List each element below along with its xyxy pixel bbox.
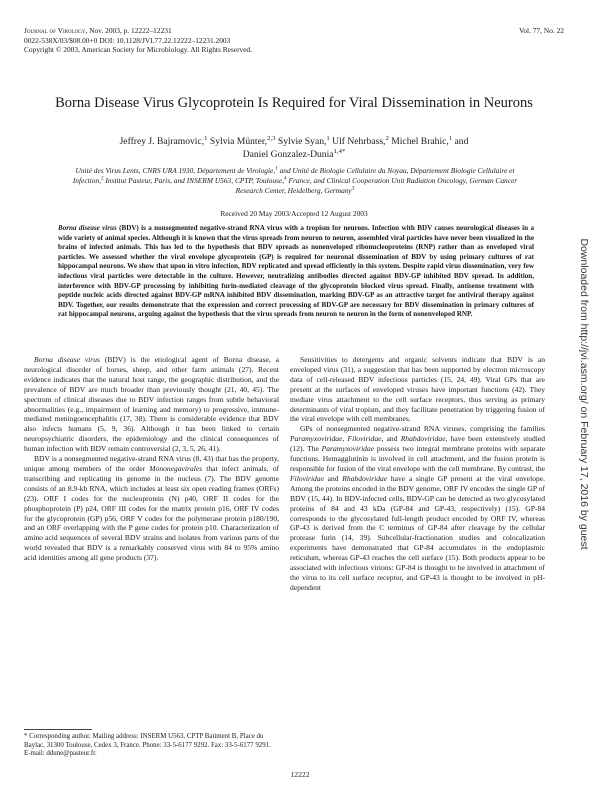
left-column (24, 355, 279, 563)
author-name: Jeffrey J. Bajramovic, (119, 136, 205, 147)
author-name: Sylvia Münter, (209, 136, 268, 147)
author-name: Sylvie Syan, (277, 136, 327, 147)
abstract-lead: Borna disease virus (58, 224, 117, 232)
author-name: Ulf Nehrbass, (332, 136, 386, 147)
author-name: Daniel Gonzalez-Dunia (242, 149, 334, 160)
journal-citation (24, 26, 252, 36)
author-affil-mark: 2 (385, 134, 389, 142)
received-dates: Received 20 May 2003/Accepted 12 August 2003 (220, 209, 368, 218)
download-watermark-text: Downloaded from http://jvi.asm.org/ on February 17, 2016 by guest (578, 238, 590, 550)
corresponding-author-footnote: * Corresponding author. Mailing address: INSERM U563, CPTP Batiment B, Place du Baylac, 31300 Toulouse, Cedex 3, France. Phone: 33-5-6177 9292. Fax: 33-5-6177 9291. E-mail: ddune@pasteur.fr. (24, 733, 271, 758)
journal-header (24, 26, 252, 55)
article-title: Borna Disease Virus Glycoprotein Is Required for Viral Dissemination in Neurons (55, 95, 533, 111)
abstract-body: (BDV) is a nonsegmented negative-strand RNA virus with a tropism for neurons. Infection with BDV causes neurological diseases in a wide variety of animal species. Although it is known that the virus spreads from neuron to neuron, assembled viral particles have never been visualized in the brains of infected animals. This has led to the hypothesis that BDV spreads as nonenveloped ribonucleoproteins (RNP) rather than as enveloped viral particles. We assessed whether the viral envelope glycoprotein (GP) is required for neuronal dissemination of BDV by using primary cultures of rat hippocampal neurons. We show that upon in vitro infection, BDV replicated and spread efficiently in this system. Despite rapid virus dissemination, very few infectious viral particles were detectable in the culture. However, neutralizing antibodies directed against BDV-GP inhibited BDV spread. In addition, interference with BDV-GP processing by inhibiting furin-mediated cleavage of the glycoprotein blocked virus spread. Finally, antisense treatment with peptide nucleic acids directed against BDV-GP mRNA inhibited BDV dissemination, marking BDV-GP as an attractive target for antiviral therapy against BDV. Together, our results demonstrate that the expression and correct processing of BDV-GP are necessary for BDV dissemination in primary cultures of rat hippocampal neurons, arguing against the hypothesis that the virus spreads from neuron to neuron in the form of nonenveloped RNP. (58, 224, 535, 319)
author-list (24, 135, 564, 161)
issn-doi: 0022-538X/03/$08.00+0 DOI: 10.1128/JVI.77.22.12222–12231.2003 (24, 35, 231, 45)
abstract (58, 224, 534, 320)
journal-name: Journal of Virology (24, 26, 86, 35)
author-affil-mark: 2,3 (267, 134, 276, 142)
affiliations: Unité des Virus Lents, CNRS URA 1930, Département de Virologie,$^1$ and Unité de Biologie Cellulaire du Noyau, Département Biologie Cellulaire et Infection,$^2$ Institut Pasteur, Paris, and INSERM U563, CPTP, Toulouse,$^4$ France, and Clinical Cooperation Unit Radiation Oncology, German Cancer Research Center, Heidelberg, Germany$^3$ (72, 165, 518, 195)
author-affil-mark: 1 (448, 134, 453, 142)
author-affil-mark: 1,4* (333, 147, 346, 155)
issue-info: , Nov. 2003, p. 12222–12231 (85, 26, 172, 35)
author-affil-mark: 1 (204, 134, 208, 142)
paragraph: GPs of nonsegmented negative-strand RNA viruses, comprising the families Paramyxoviridae, Filoviridae, and Rhabdoviridae, have been extensively studied (12). The Paramyxoviridae possess two integral membrane proteins with separate functions. Hemagglutinin is involved in cell attachment, and the fusion protein is responsible for fusion of the viral envelope with the cell membrane. By contrast, the Filoviridae and Rhabdoviridae have a single GP present at the viral envelope. Among the proteins encoded in the BDV genome, ORF IV encodes the single GP of BDV (15, 44). In BDV-infected cells, BDV-GP can be detected as two glycosylated proteins of 84 and 43 kDa (GP-84 and GP-43, respectively) (15). GP-84 corresponds to the glycosylated full-length product encoded by ORF IV, whereas GP-43 is derived from the C terminus of GP-84 after cleavage by the cellular protease furin (14, 39). Subcellular-fractionation studies and colocalization experiments have demonstrated that GP-84 accumulates in the endoplasmic reticulum, whereas GP-43 reaches the cell surface (15). Both products appear to be associated with infectious virions: GP-84 is thought to be involved in attachment of the virus to its cell surface receptor, and GP-43 is thought to be involved in pH-dependent (290, 424, 545, 592)
paragraph: Borna disease virus (BDV) is the etiological agent of Borna disease, a neurological disorder of horses, sheep, and other farm animals (27). Recent evidence indicates that the natural host range, the geographic distribution, and the prevalence of BDV are much broader than previously thought (21, 40, 45). The spectrum of clinical diseases due to BDV infection ranges from subtle behavioral abnormalities (e.g., impairment of learning and memory) to progressive, immune-mediated meningoencephalitis (17, 38). There is considerable evidence that BDV also infects humans (5, 9, 36). Although it has been linked to certain neuropsychiatric disorders, the epidemiology and the clinical consequences of human infection with BDV remain controversial (2, 3, 5, 26, 41). (24, 355, 279, 454)
author-affil-mark: 1 (326, 134, 330, 142)
page-number: 12222 (290, 770, 310, 779)
right-column (290, 355, 545, 593)
footnote-divider (24, 729, 92, 730)
paragraph: Sensitivities to detergents and organic solvents indicate that BDV is an enveloped virus (31), a suggestion that has been supported by electron microscopy data of cell-released BDV infectious particles (15, 24, 49). Viral GPs that are present at the surfaces of enveloped viruses have important functions (42). They mediate virus attachment to the cell surface receptors, thus serving as primary determinants of viral tropism, and they facilitate penetration by triggering fusion of the viral envelope with cell membranes. (290, 355, 545, 424)
author-name: Michel Brahic, (391, 136, 449, 147)
copyright: Copyright © 2003, American Society for Microbiology. All Rights Reserved. (24, 45, 253, 55)
paragraph: BDV is a nonsegmented negative-strand RNA virus (8, 43) that has the property, unique among members of the order Mononegavirales that infect animals, of transcribing and replicating its genome in the nucleus (7). The BDV genome consists of an 8.9-kb RNA, which includes at least six open reading frames (ORFs) (23). ORF I codes for the nucleoprotein (N) p40, ORF II codes for the phosphoprotein (P) p24, ORF III codes for the matrix protein p16, ORF IV codes for the glycoprotein (GP) p56, ORF V codes for the polymerase protein p180/190, and an ORF overlapping with the P gene codes for protein p10. Characterization of amino acid sequences of several BDV strains and isolates from various parts of the world revealed that BDV is a remarkably conserved virus with 84 to 95% amino acid identities among all gene products (37). (24, 454, 279, 563)
author-conjunction: and (454, 136, 469, 147)
volume-info: Vol. 77, No. 22 (518, 26, 564, 35)
